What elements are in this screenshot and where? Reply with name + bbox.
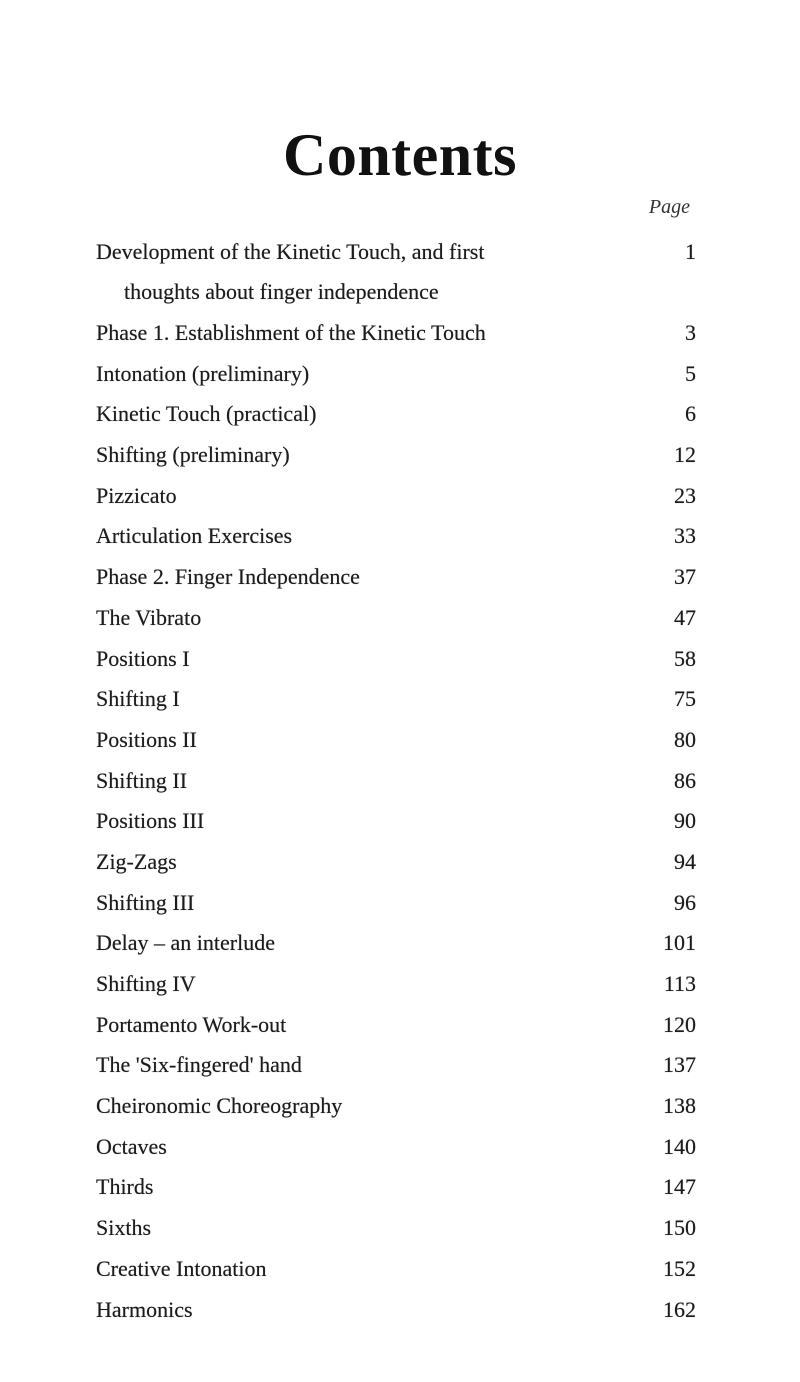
toc-entry — [96, 801, 696, 842]
toc-entry — [96, 1208, 696, 1249]
toc-entry-label: Sixths — [96, 1215, 152, 1241]
toc-entry-label-line1: Development of the Kinetic Touch, and first — [96, 239, 485, 264]
toc-entry-label: Shifting I — [96, 686, 180, 712]
toc-entry — [96, 232, 696, 313]
toc-entry-label: Shifting II — [96, 767, 188, 793]
toc-entry — [96, 394, 696, 435]
toc-entry-label: The Vibrato — [96, 604, 202, 630]
toc-entry — [96, 516, 696, 557]
toc-entry-page: 33 — [674, 523, 696, 549]
toc-entry-page: 5 — [685, 360, 696, 386]
toc-entry-label: Articulation Exercises — [96, 523, 293, 549]
toc-entry-label: Phase 1. Establishment of the Kinetic Touch — [96, 320, 486, 345]
toc-entry-label: Cheironomic Choreography — [96, 1093, 343, 1119]
toc-entry-page: 1 — [685, 239, 696, 264]
toc-entry — [96, 720, 696, 761]
table-of-contents — [96, 232, 696, 1330]
toc-entry-page: 101 — [663, 930, 696, 956]
toc-entry — [96, 883, 696, 924]
toc-entry — [96, 964, 696, 1005]
toc-entry — [96, 354, 696, 395]
toc-entry-label: The 'Six-fingered' hand — [96, 1052, 302, 1078]
toc-entry-page: 80 — [674, 726, 696, 752]
toc-entry-label: Delay – an interlude — [96, 930, 275, 956]
toc-entry-page: 138 — [663, 1093, 696, 1119]
toc-entry-page: 152 — [663, 1255, 696, 1281]
toc-entry-label: Shifting III — [96, 889, 195, 915]
toc-entry-page: 47 — [674, 604, 696, 630]
toc-entry-page: 120 — [663, 1011, 696, 1037]
toc-entry-page: 113 — [663, 971, 696, 996]
toc-entry-label: Shifting (preliminary) — [96, 442, 290, 468]
toc-entry-page: 94 — [674, 848, 696, 874]
toc-entry — [96, 1045, 696, 1086]
toc-entry-label: Creative Intonation — [96, 1255, 267, 1281]
toc-entry — [96, 598, 696, 639]
toc-entry-page: 23 — [674, 482, 696, 508]
toc-entry-page: 37 — [674, 564, 696, 590]
toc-entry — [96, 1290, 696, 1331]
toc-entry-label: Pizzicato — [96, 482, 177, 508]
toc-entry-page: 86 — [674, 767, 696, 793]
toc-entry-page: 3 — [685, 320, 696, 345]
toc-entry — [96, 679, 696, 720]
toc-entry-page: 6 — [685, 401, 696, 427]
toc-entry-label: Positions II — [96, 726, 197, 752]
toc-entry-label: Thirds — [96, 1174, 154, 1200]
toc-entry — [96, 639, 696, 680]
toc-entry-label: Zig-Zags — [96, 848, 177, 874]
toc-entry-label: Phase 2. Finger Independence — [96, 564, 360, 590]
toc-entry — [96, 1167, 696, 1208]
toc-entry-page: 147 — [663, 1174, 696, 1200]
toc-entry — [96, 435, 696, 476]
toc-entry — [96, 557, 696, 598]
toc-entry-label: Portamento Work-out — [96, 1011, 287, 1037]
page-column-header: Page — [648, 196, 690, 218]
toc-entry-label: Positions I — [96, 645, 190, 671]
toc-entry-page: 150 — [663, 1215, 696, 1241]
toc-entry-label: Octaves — [96, 1133, 167, 1159]
toc-entry-page: 140 — [663, 1133, 696, 1159]
toc-entry-page: 12 — [674, 442, 696, 468]
toc-entry-page: 58 — [674, 645, 696, 671]
toc-entry — [96, 1005, 696, 1046]
toc-entry — [96, 761, 696, 802]
toc-entry-label: Shifting IV — [96, 971, 196, 996]
toc-entry-label-line2: thoughts about finger independence — [124, 279, 439, 304]
toc-entry — [96, 1249, 696, 1290]
toc-entry-label: Harmonics — [96, 1296, 193, 1322]
toc-entry-page: 96 — [674, 889, 696, 915]
toc-entry — [96, 313, 696, 354]
toc-entry-label: Positions III — [96, 808, 205, 834]
toc-entry-label: Kinetic Touch (practical) — [96, 401, 317, 427]
toc-entry-page: 75 — [674, 686, 696, 712]
toc-entry-label — [96, 232, 636, 312]
toc-entry — [96, 1127, 696, 1168]
toc-entry-page: 162 — [663, 1296, 696, 1322]
toc-entry-page: 90 — [674, 808, 696, 834]
toc-entry-label: Intonation (preliminary) — [96, 360, 310, 386]
toc-entry — [96, 476, 696, 517]
page-title: Contents — [282, 122, 517, 189]
toc-entry — [96, 842, 696, 883]
toc-entry — [96, 1086, 696, 1127]
toc-entry — [96, 923, 696, 964]
toc-entry-page: 137 — [663, 1052, 696, 1078]
